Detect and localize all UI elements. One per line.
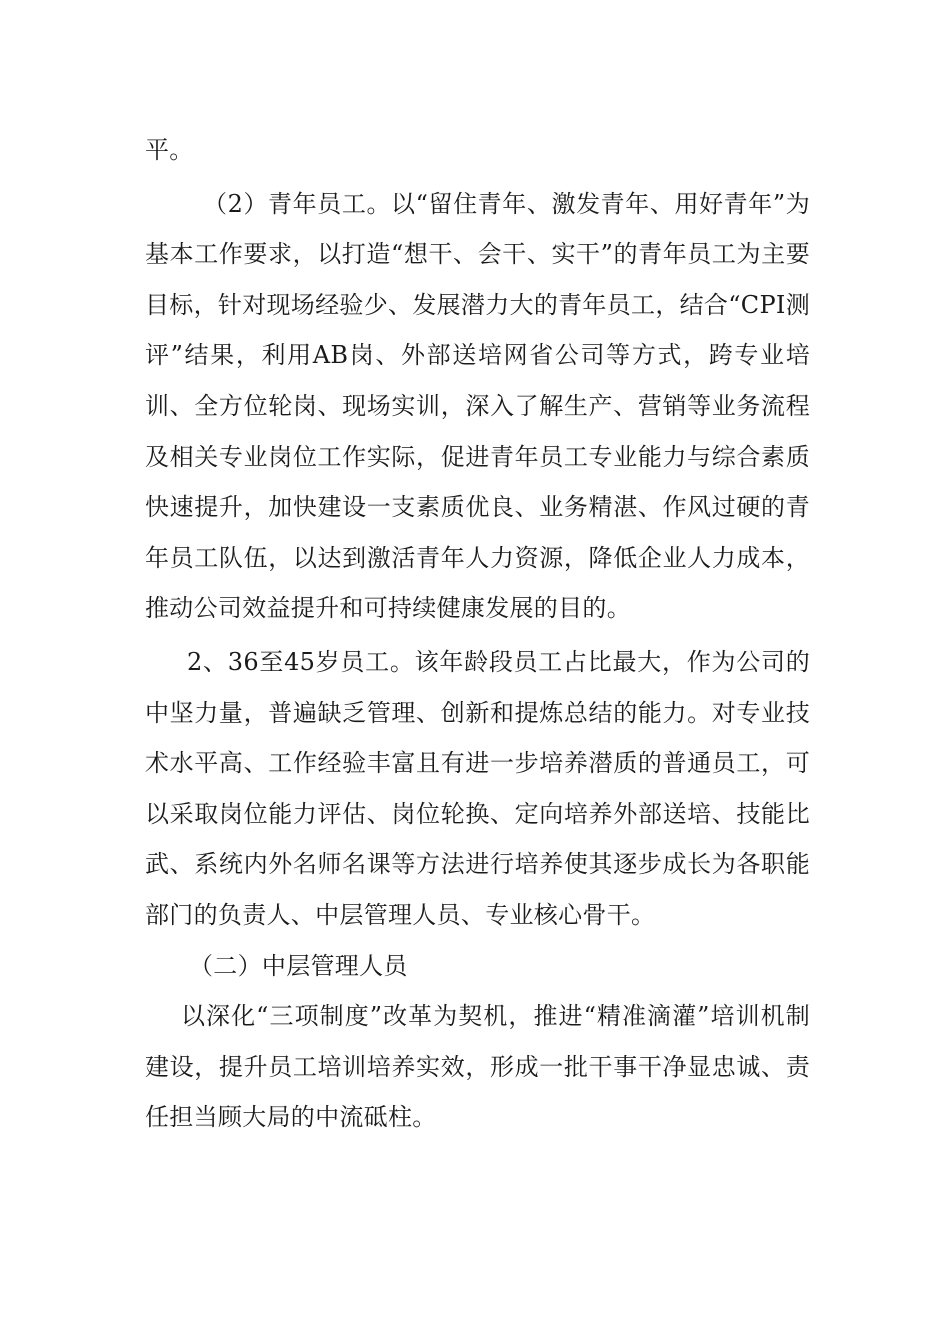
document-body [145, 125, 810, 1143]
section-heading-middle-management: （二）中层管理人员 [189, 951, 408, 980]
paragraph-continuation: 平。 [145, 136, 194, 164]
paragraph-middle-management: 以深化“三项制度”改革为契机，推进“精准滴灌”培训机制建设，提升员工培训培养实效，形成一批干事干净显忠诚、责任担当顾大局的中流砥柱。 [145, 1002, 810, 1132]
paragraph-young-employees: （2）青年员工。以“留住青年、激发青年、用好青年”为基本工作要求，以打造“想干、会干、实干”的青年员工为主要目标，针对现场经验少、发展潜力大的青年员工，结合“CPI测评”结果，利用AB岗、外部送培网省公司等方式，跨专业培训、全方位轮岗、现场实训，深入了解生产、营销等业务流程及相关专业岗位工作实际，促进青年员工专业能力与综合素质快速提升，加快建设一支素质优良、业务精湛、作风过硬的青年员工队伍，以达到激活青年人力资源，降低企业人力成本，推动公司效益提升和可持续健康发展的目的。 [145, 189, 810, 623]
paragraph-age-36-45: 2、36至45岁员工。该年龄段员工占比最大，作为公司的中坚力量，普遍缺乏管理、创新和提炼总结的能力。对专业技术水平高、工作经验丰富且有进一步培养潜质的普通员工，可以采取岗位能力评估、岗位轮换、定向培养外部送培、技能比武、系统内外名师名课等方法进行培养使其逐步成长为各职能部门的负责人、中层管理人员、专业核心骨干。 [145, 647, 810, 929]
